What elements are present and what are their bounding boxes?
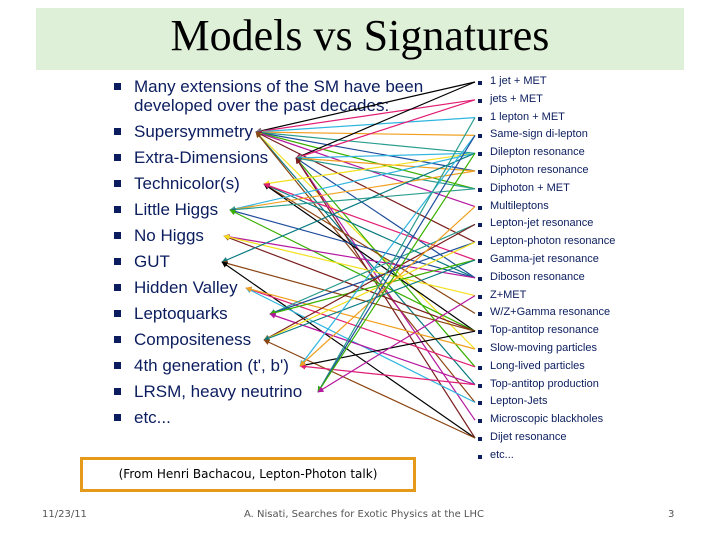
model-label: Supersymmetry — [134, 122, 254, 141]
model-label: etc... — [134, 408, 171, 427]
signature-label: 1 jet + MET — [490, 75, 547, 87]
signature-label: Top-antitop production — [490, 377, 599, 390]
model-label: Extra-Dimensions — [134, 148, 269, 167]
mapping-arrow — [270, 260, 475, 314]
signature-label: Lepton-Jets — [490, 395, 548, 408]
mapping-arrow — [222, 262, 475, 331]
mapping-arrow — [256, 100, 475, 132]
mapping-arrow — [296, 82, 475, 158]
mapping-arrow — [296, 100, 475, 158]
model-label: GUT — [134, 252, 170, 271]
signature-label: Diphoton resonance — [490, 163, 589, 176]
signature-label: Lepton-jet resonance — [490, 217, 594, 230]
signature-label: Gamma-jet resonance — [490, 252, 599, 265]
model-label: Hidden Valley — [134, 278, 238, 297]
signature-label: Same-sign di-lepton — [490, 128, 588, 141]
signature-label: jets + MET — [490, 92, 543, 105]
signature-label: Z+MET — [490, 288, 527, 301]
signature-label: Dijet resonance — [490, 430, 567, 443]
signature-label: Multileptons — [490, 199, 549, 212]
signature-label: Microscopic blackholes — [490, 413, 604, 426]
model-label: Leptoquarks — [134, 304, 228, 323]
model-label: No Higgs — [134, 226, 204, 245]
model-label: 4th generation (t', b') — [134, 356, 289, 375]
mapping-arrow — [224, 236, 475, 331]
signature-label: Diboson resonance — [490, 270, 585, 283]
signature-label: Diphoton + MET — [490, 181, 570, 194]
model-label: LRSM, heavy neutrino — [134, 382, 303, 401]
signature-label: Dilepton resonance — [490, 146, 585, 159]
mapping-arrow — [230, 189, 475, 210]
mapping-arrow — [222, 262, 475, 438]
signature-label: Slow-moving particles — [490, 341, 597, 354]
signature-label: 1 lepton + MET — [490, 110, 565, 123]
mapping-arrow — [318, 118, 475, 392]
signature-label: Lepton-photon resonance — [490, 235, 616, 248]
signature-label: Top-antitop resonance — [490, 324, 599, 337]
footer-text: A. Nisati, Searches for Exotic Physics at the LHC — [244, 509, 484, 520]
credit-box: (From Henri Bachacou, Lepton-Photon talk) — [80, 457, 416, 492]
model-label: Compositeness — [134, 330, 252, 349]
model-label: Many extensions of the SM have been developed over the past decades: — [134, 77, 424, 115]
signature-label: Long-lived particles — [490, 359, 585, 372]
signature-label: etc... — [490, 448, 514, 461]
mapping-arrow — [264, 184, 475, 331]
mapping-arrow — [230, 171, 475, 210]
model-label: Technicolor(s) — [134, 174, 240, 193]
page-title: Models vs Signatures — [170, 11, 550, 60]
model-label: Little Higgs — [134, 200, 219, 219]
signature-label: W/Z+Gamma resonance — [490, 306, 611, 319]
page-number: 3 — [668, 509, 675, 520]
footer-date: 11/23/11 — [42, 509, 87, 520]
